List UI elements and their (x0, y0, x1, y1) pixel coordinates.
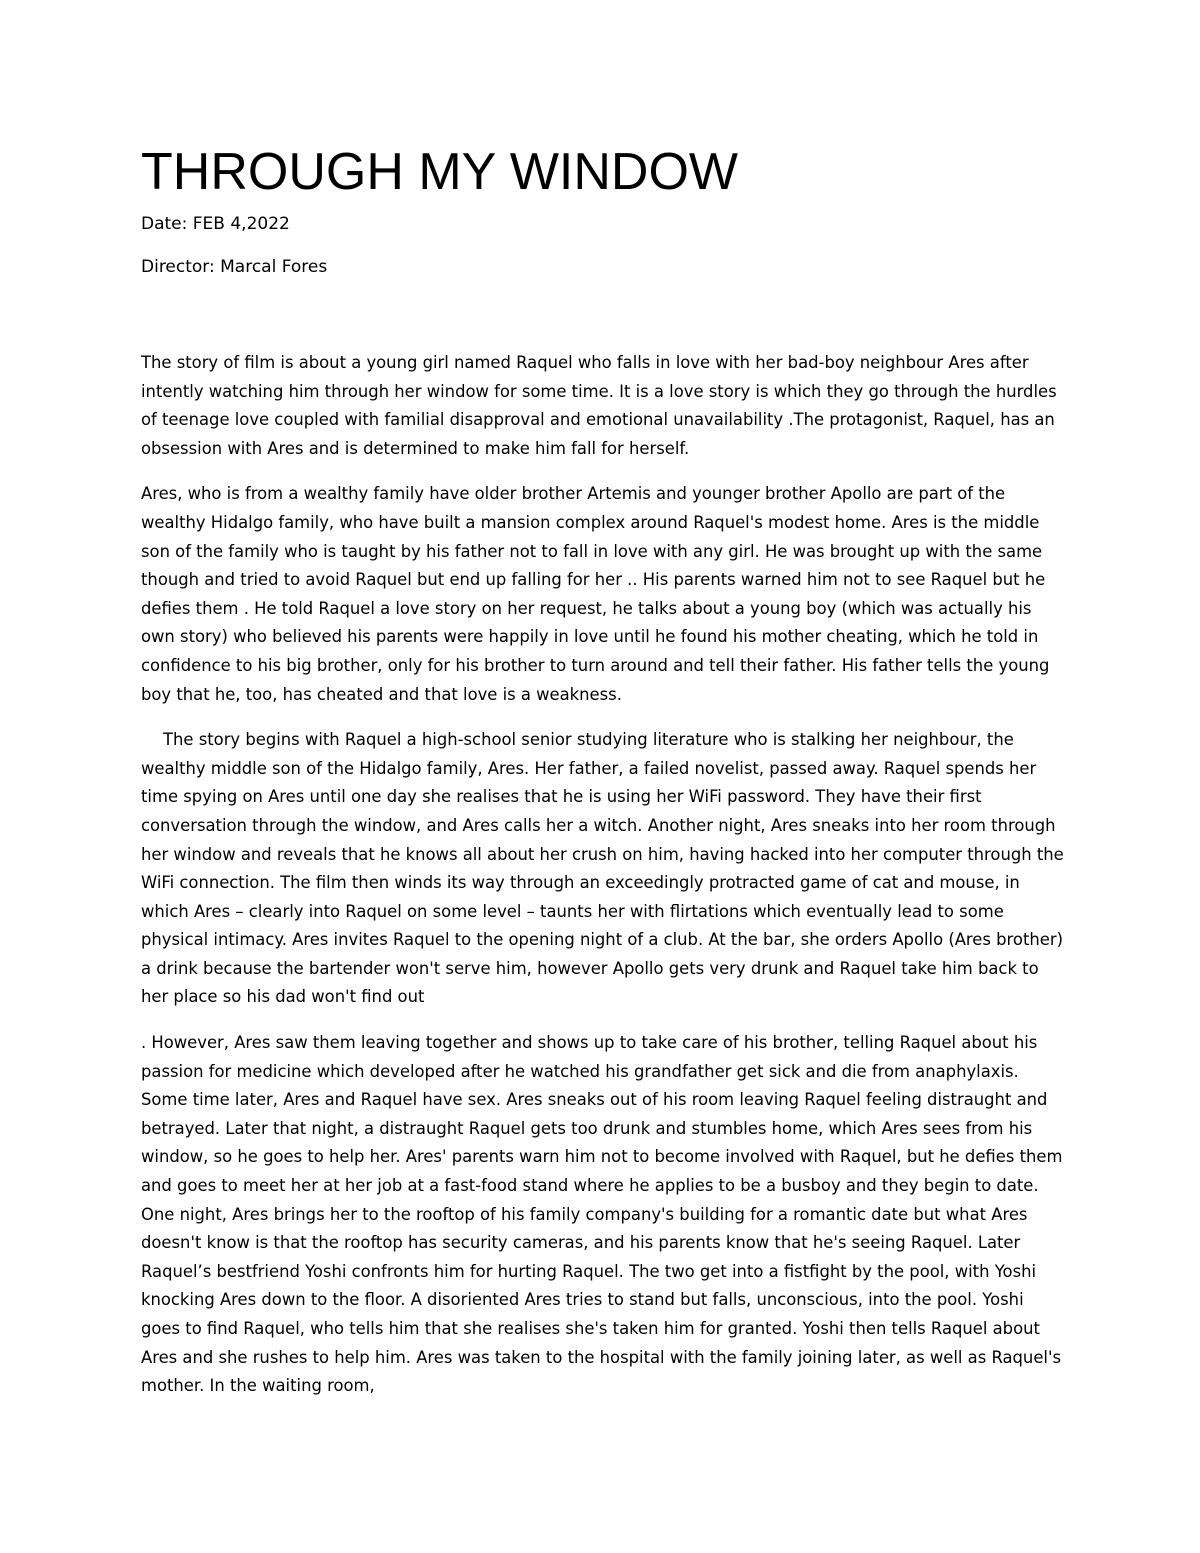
paragraph-2: Ares, who is from a wealthy family have older brother Artemis and younger brother Apollo are part of the wealthy Hidalgo family, who have built a mansion complex around Raquel's modest home. Ares is the middle son of the family who is taught by his father not to fall in love with any girl. He was brought up with the same though and tried to avoid Raquel but end up falling for her .. His parents warned him not to see Raquel but he defies them . He told Raquel a love story on her request, he talks about a young boy (which was actually his own story) who believed his parents were happily in love until he found his mother cheating, which he told in confidence to his big brother, only for his brother to turn around and tell their father. His father tells the young boy that he, too, has cheated and that love is a weakness. (141, 484, 1050, 704)
release-date: Date: FEB 4,2022 (141, 214, 290, 234)
paragraph-4: . However, Ares saw them leaving together and shows up to take care of his brother, telling Raquel about his passion for medicine which developed after he watched his grandfather get sick and die from anaphylaxis. Some time later, Ares and Raquel have sex. Ares sneaks out of his room leaving Raquel feeling distraught and betrayed. Later that night, a distraught Raquel gets too drunk and stumbles home, which Ares sees from his window, so he goes to help her. Ares' parents warn him not to become involved with Raquel, but he defies them and goes to meet her at her job at a fast-food stand where he applies to be a busboy and they begin to date. One night, Ares brings her to the rooftop of his family company's building for a romantic date but what Ares doesn't know is that the rooftop has security cameras, and his parents know that he's seeing Raquel. Later Raquel’s bestfriend Yoshi confronts him for hurting Raquel. The two get into a fistfight by the pool, with Yoshi knocking Ares down to the floor. A disoriented Ares tries to stand but falls, unconscious, into the pool. Yoshi goes to find Raquel, who tells him that she realises she's taken him for granted. Yoshi then tells Raquel about Ares and she rushes to help him. Ares was taken to the hospital with the family joining later, as well as Raquel's mother. In the waiting room, (141, 1033, 1063, 1396)
paragraph-3: The story begins with Raquel a high-school senior studying literature who is stalking her neighbour, the wealthy middle son of the Hidalgo family, Ares. Her father, a failed novelist, passed away. Raquel spends her time spying on Ares until one day she realises that he is using her WiFi password. They have their first conversation through the window, and Ares calls her a witch. Another night, Ares sneaks into her room through her window and reveals that he knows all about her crush on him, having hacked into her computer through the WiFi connection. The film then winds its way through an exceedingly protracted game of cat and mouse, in which Ares – clearly into Raquel on some level – taunts her with flirtations which eventually lead to some physical intimacy. Ares invites Raquel to the opening night of a club. At the bar, she orders Apollo (Ares brother) a drink because the bartender won't serve him, however Apollo gets very drunk and Raquel take him back to her place so his dad won't find out (141, 730, 1064, 1007)
document-body (141, 140, 1066, 1401)
paragraph-1: The story of film is about a young girl named Raquel who falls in love with her bad-boy neighbour Ares after intently watching him through her window for some time. It is a love story is which they go through the hurdles of teenage love coupled with familial disapproval and emotional unavailability .The protagonist, Raquel, has an obsession with Ares and is determined to make him fall for herself. (141, 353, 1057, 458)
document-title: THROUGH MY WINDOW (141, 143, 738, 201)
director-line: Director: Marcal Fores (141, 257, 328, 277)
